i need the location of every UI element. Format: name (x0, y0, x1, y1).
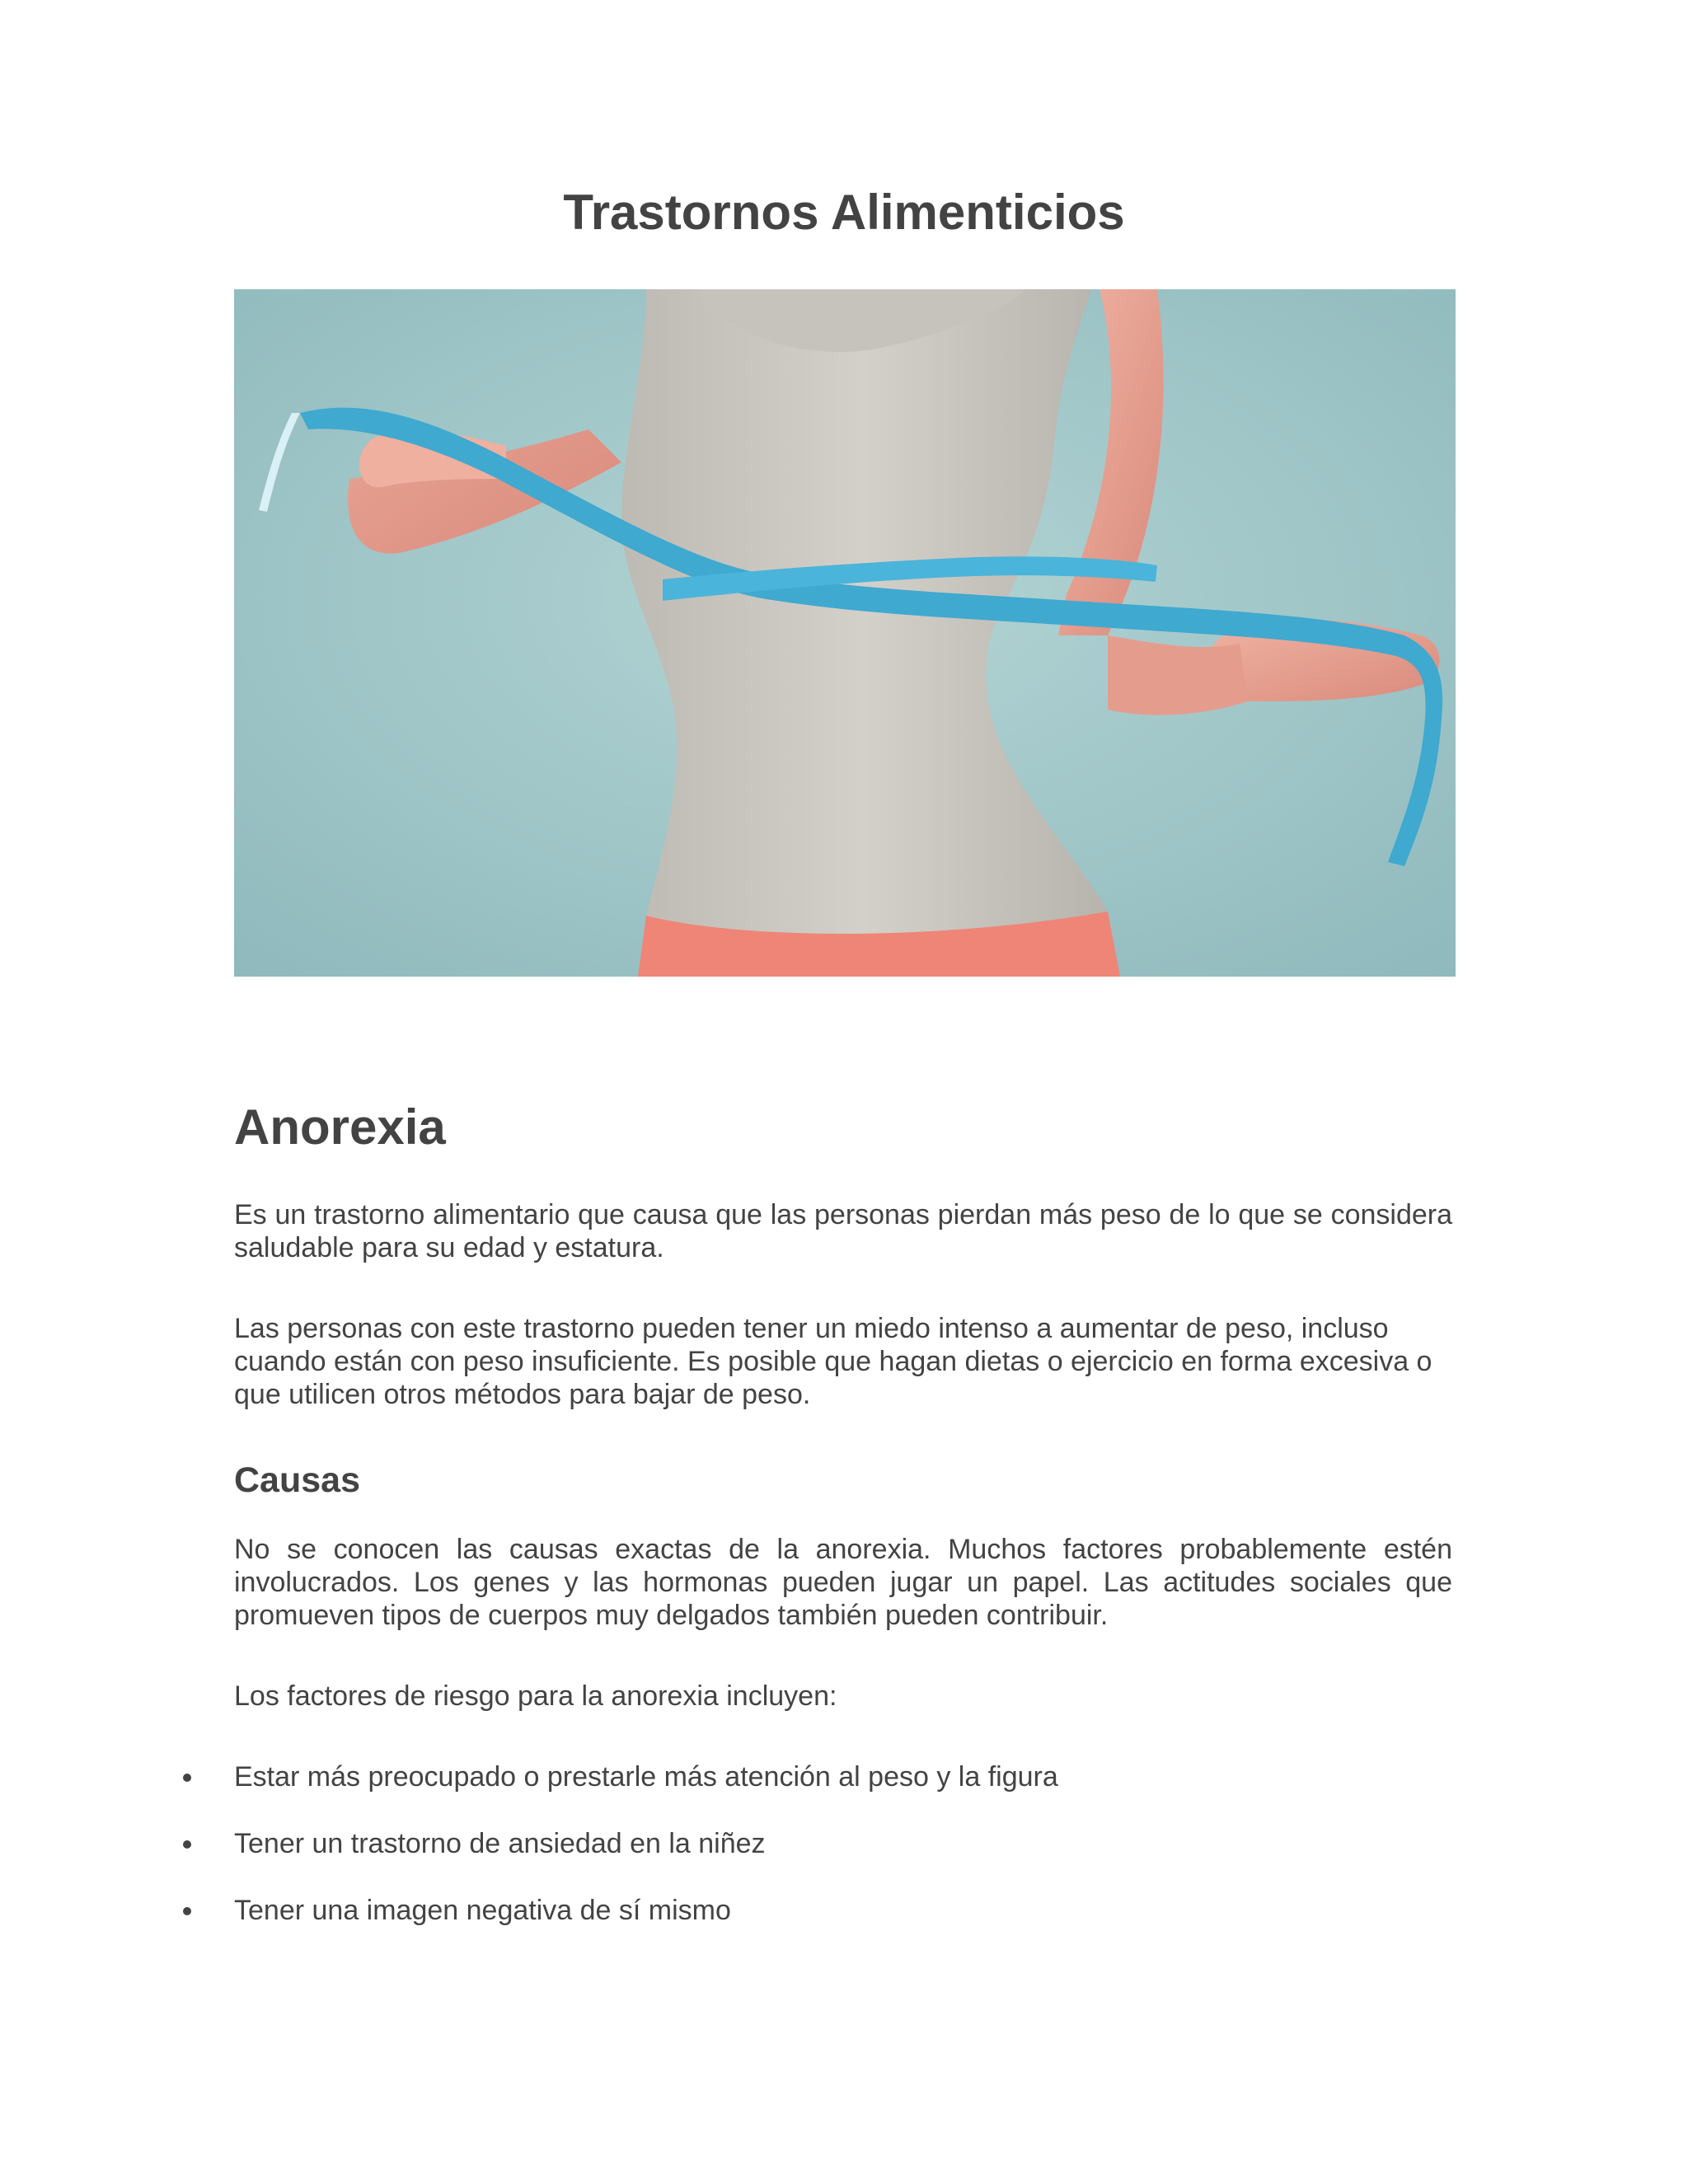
anorexia-paragraph-2: Las personas con este trastorno pueden tener un miedo intenso a aumentar de peso, incluso cuando están con peso insuficiente. Es posible que hagan dietas o ejercicio en forma excesiva o que utilicen otros métodos para bajar de peso. (234, 1313, 1432, 1410)
list-item-text: Tener una imagen negativa de sí mismo (234, 1895, 731, 1926)
causas-paragraph-2: Los factores de riesgo para la anorexia incluyen: (234, 1680, 837, 1712)
list-item (0, 1760, 1688, 1827)
document-title: Trastornos Alimenticios (563, 185, 1125, 240)
risk-factors-list (0, 1760, 1688, 1961)
anorexia-paragraph-1: Es un trastorno alimentario que causa que las personas pierdan más peso de lo que se considera saludable para su edad y estatura. (234, 1199, 1452, 1263)
list-item-text: Estar más preocupado o prestarle más atención al peso y la figura (234, 1761, 1058, 1793)
list-item (0, 1827, 1688, 1894)
bullet-icon (183, 1774, 191, 1782)
bullet-icon (183, 1840, 191, 1849)
causas-paragraph-1: No se conocen las causas exactas de la anorexia. Muchos factores probablemente estén involucrados. Los genes y las hormonas pueden jugar un papel. Las actitudes sociales que promueven tipos de cuerpos muy delgados también pueden contribuir. (234, 1534, 1452, 1631)
list-item (0, 1894, 1688, 1961)
section-heading-anorexia: Anorexia (234, 1099, 446, 1155)
section-heading-causas: Causas (234, 1460, 360, 1500)
list-item-text: Tener un trastorno de ansiedad en la niñez (234, 1828, 766, 1859)
hero-image (234, 289, 1456, 977)
bullet-icon (183, 1907, 191, 1915)
